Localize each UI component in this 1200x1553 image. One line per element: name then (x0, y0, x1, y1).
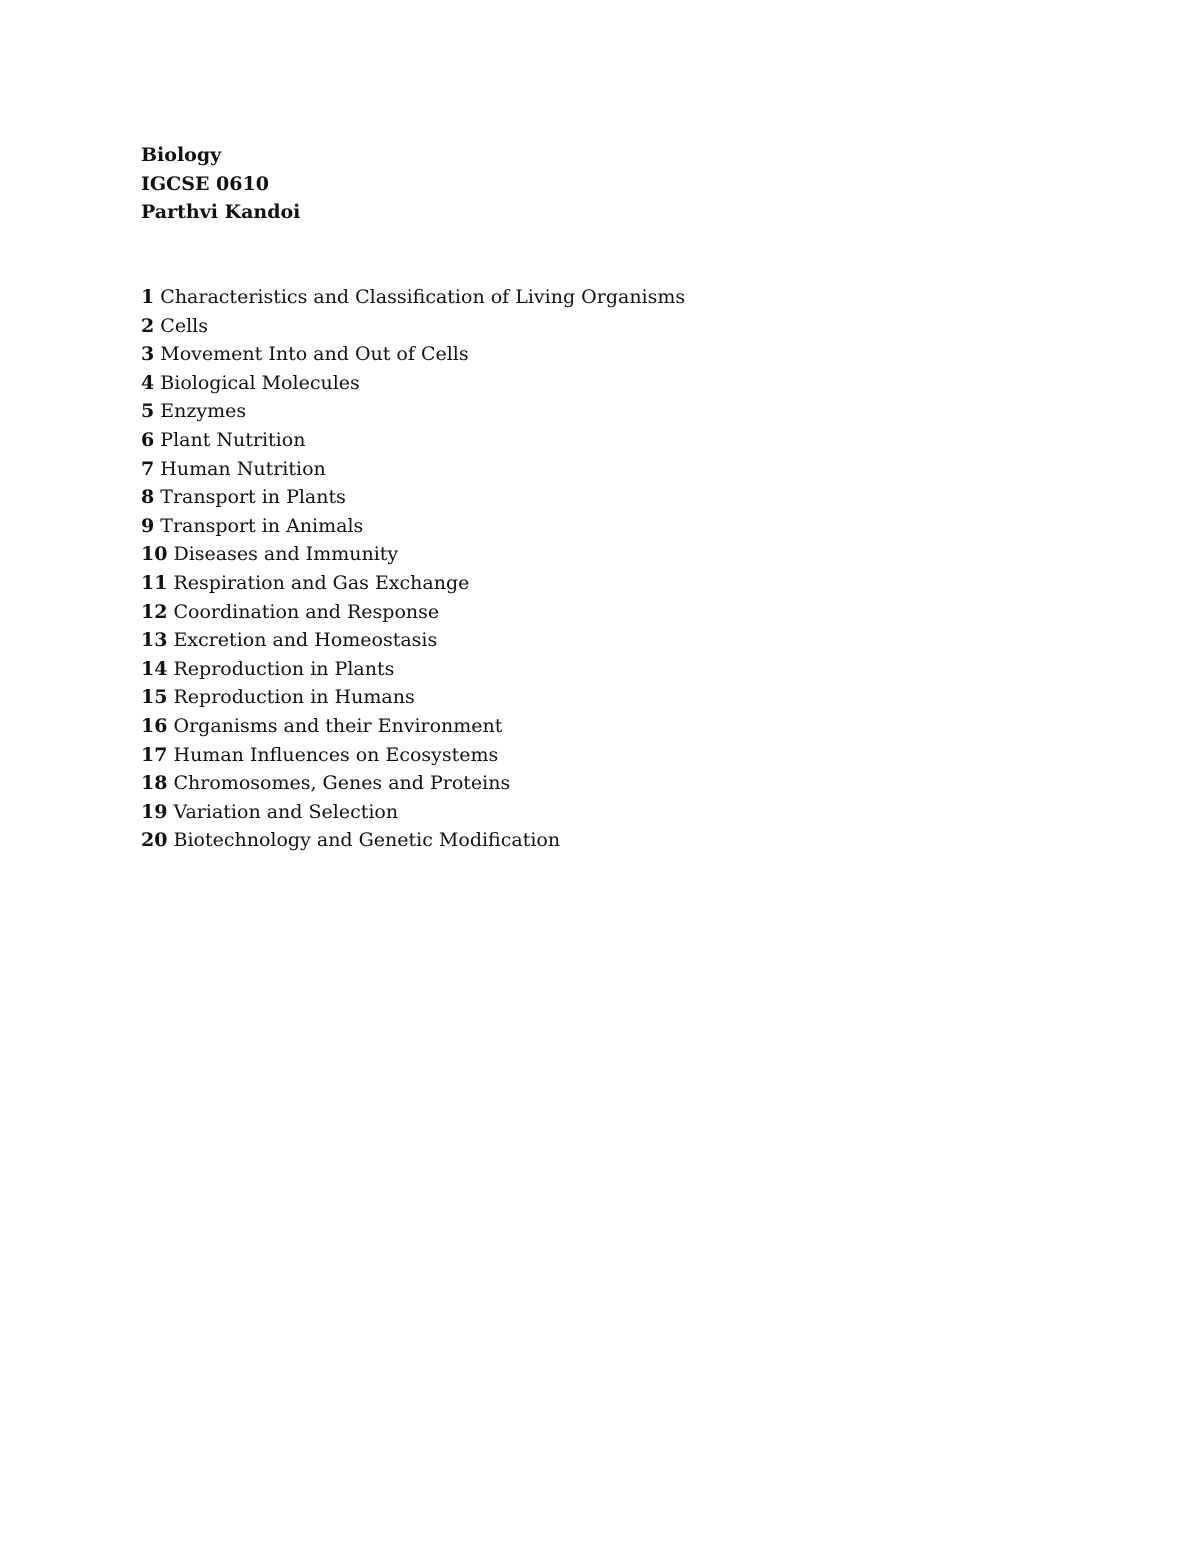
topic-title: Transport in Animals (160, 514, 364, 537)
topic-title: Excretion and Homeostasis (173, 629, 438, 652)
topic-item (141, 598, 685, 627)
topic-list (141, 283, 685, 855)
topic-item (141, 426, 685, 455)
topic-number: 17 (141, 743, 168, 766)
topic-item (141, 340, 685, 369)
topic-title: Human Nutrition (160, 457, 326, 480)
topic-title: Enzymes (160, 400, 247, 423)
topic-title: Variation and Selection (173, 800, 399, 823)
topic-number: 4 (141, 371, 155, 394)
author-name: Parthvi Kandoi (141, 201, 301, 224)
topic-item (141, 826, 685, 855)
document-header (141, 141, 300, 227)
topic-title: Transport in Plants (160, 486, 346, 509)
topic-item (141, 483, 685, 512)
topic-item (141, 512, 685, 541)
topic-number: 16 (141, 714, 168, 737)
topic-item (141, 769, 685, 798)
topic-number: 18 (141, 772, 168, 795)
course-code: IGCSE 0610 (141, 172, 269, 195)
topic-number: 13 (141, 629, 168, 652)
topic-title: Chromosomes, Genes and Proteins (173, 772, 511, 795)
topic-item (141, 655, 685, 684)
topic-item (141, 569, 685, 598)
topic-number: 12 (141, 600, 168, 623)
topic-number: 9 (141, 514, 155, 537)
topic-title: Biotechnology and Genetic Modification (173, 829, 561, 852)
topic-title: Respiration and Gas Exchange (173, 571, 470, 594)
topic-item (141, 741, 685, 770)
topic-title: Organisms and their Environment (173, 714, 503, 737)
topic-title: Reproduction in Humans (173, 686, 415, 709)
topic-title: Human Influences on Ecosystems (173, 743, 499, 766)
topic-number: 19 (141, 800, 168, 823)
topic-number: 15 (141, 686, 168, 709)
topic-number: 11 (141, 571, 168, 594)
topic-number: 3 (141, 343, 155, 366)
topic-item (141, 712, 685, 741)
topic-number: 14 (141, 657, 168, 680)
topic-item (141, 540, 685, 569)
topic-title: Characteristics and Classification of Living Organisms (160, 286, 686, 308)
topic-number: 10 (141, 543, 168, 566)
topic-item (141, 683, 685, 712)
topic-title: Diseases and Immunity (173, 543, 399, 566)
topic-title: Reproduction in Plants (173, 657, 395, 680)
topic-number: 5 (141, 400, 155, 423)
topic-item (141, 312, 685, 341)
topic-number: 7 (141, 457, 155, 480)
topic-item (141, 283, 685, 312)
topic-title: Coordination and Response (173, 600, 440, 623)
topic-number: 1 (141, 286, 155, 308)
topic-item (141, 455, 685, 484)
topic-title: Movement Into and Out of Cells (160, 343, 469, 366)
topic-number: 20 (141, 829, 168, 852)
topic-title: Biological Molecules (160, 371, 360, 394)
topic-title: Plant Nutrition (160, 428, 306, 451)
topic-title: Cells (160, 314, 208, 337)
topic-item (141, 626, 685, 655)
topic-number: 2 (141, 314, 155, 337)
topic-item (141, 798, 685, 827)
topic-number: 6 (141, 428, 155, 451)
topic-number: 8 (141, 486, 155, 509)
subject-title: Biology (141, 144, 222, 166)
topic-item (141, 369, 685, 398)
topic-item (141, 397, 685, 426)
